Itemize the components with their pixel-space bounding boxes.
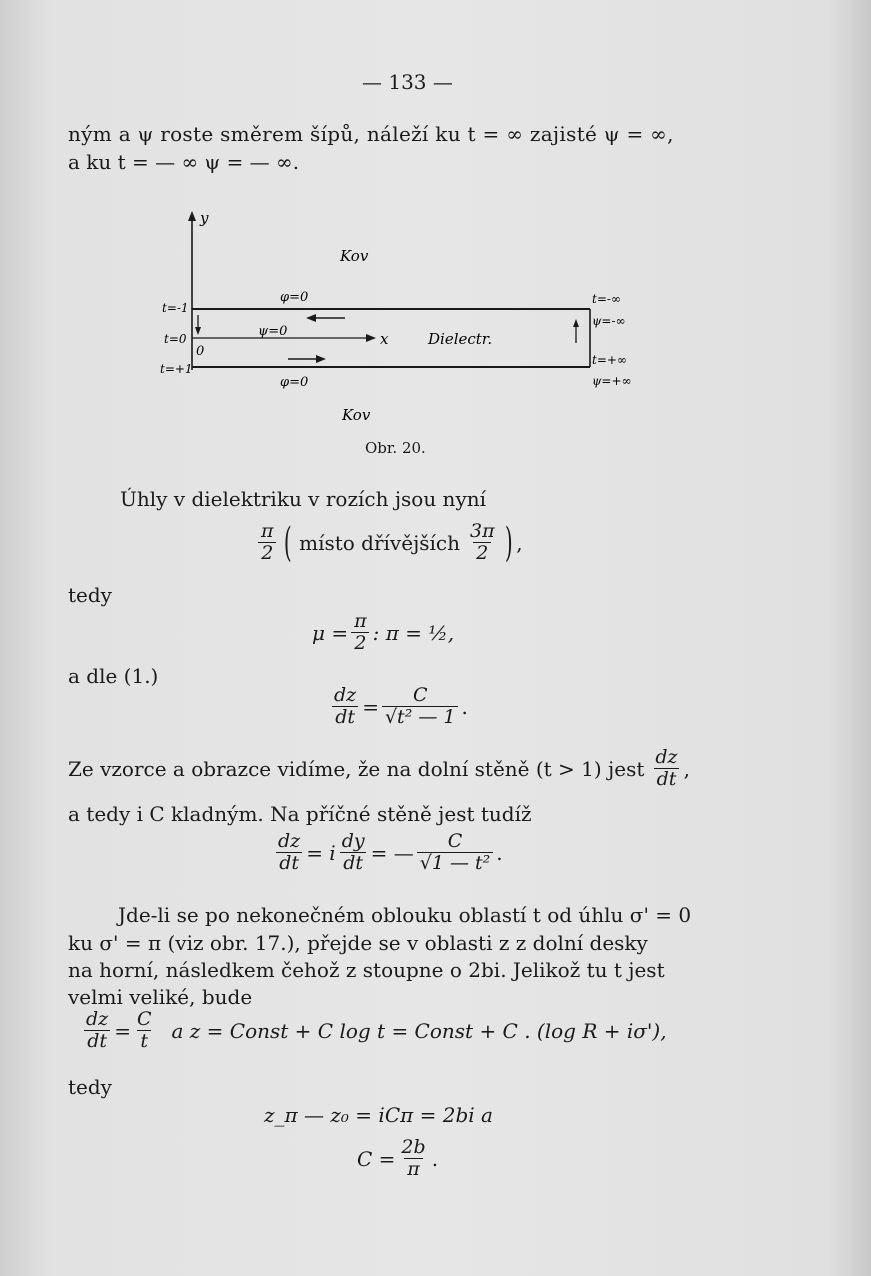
arrow-down-icon [195, 327, 201, 335]
tedy-2: tedy [68, 1075, 112, 1099]
equation-log: $\frac{dz}{dt}$ = $\frac{C}{t}$ a z = Const + C log t = Const + C . (log R + iσ'), [86, 1008, 667, 1052]
psi-mid-label: ψ=0 [258, 324, 288, 339]
tedy-1: tedy [68, 583, 112, 607]
intro-line-2: a ku t = — ∞ ψ = — ∞. [68, 150, 300, 174]
equation-c: C = $\frac{2b}{\pi}$ . [357, 1136, 439, 1180]
para-jde-line-2: ku σ' = π (viz obr. 17.), přejde se v oblasti z z dolní desky [68, 931, 648, 955]
kov-top-label: Kov [340, 247, 369, 265]
para-angles: Úhly v dielektriku v rozích jsou nyní [120, 487, 487, 511]
t-minus-1-label: t=-1 [162, 301, 189, 315]
para-jde-line-1: Jde-li se po nekonečném oblouku oblastí t od úhlu σ' = 0 [118, 903, 692, 927]
kov-bottom-label: Kov [342, 406, 371, 424]
dielectric-label: Dielectr. [428, 330, 493, 348]
phi-top-label: φ=0 [280, 290, 309, 305]
t-plus-inf-label: t=+∞ [592, 353, 627, 367]
equation-dy: $\frac{dz}{dt}$ = i $\frac{dy}{dt}$ = — $\frac{C}{\text{√1 — t²}}$ . [278, 830, 503, 874]
axis-x-label: x [380, 330, 389, 348]
origin-label: 0 [196, 344, 205, 359]
para-ze-line-1: Ze vzorce a obrazce vidíme, že na dolní stěně (t > 1) jest $\frac{dz}{dt}$ , [68, 746, 690, 790]
angles-text: místo dřívějších [299, 530, 461, 555]
paren-open: ( [283, 519, 292, 566]
psi-plus-inf-label: ψ=+∞ [592, 374, 632, 388]
equation-zpi: z_π — z₀ = iCπ = 2bi a [264, 1103, 493, 1127]
t-plus-1-label: t=+1 [160, 362, 193, 376]
y-arrow-icon [188, 211, 196, 221]
phi-bottom-label: φ=0 [280, 375, 309, 390]
frac-pi-2: $\frac{\pi}{2}$ [351, 612, 370, 654]
arrow-left-icon [306, 314, 316, 322]
t-minus-inf-label: t=-∞ [592, 292, 621, 306]
arrow-up-icon [573, 319, 579, 327]
t-zero-label: t=0 [164, 332, 187, 346]
equation-angles: $\frac{\pi}{2}$ ( místo dřívějších $\frac{3\pi}{2}$ ) , [255, 522, 523, 564]
para-ze-line-2: a tedy i C kladným. Na příčné stěně jest tudíž [68, 802, 532, 826]
a-dle: a dle (1.) [68, 664, 159, 688]
equation-mu: μ = $\frac{\pi}{2}$ : π = ½, [312, 610, 455, 654]
frac-three-pi-half: $\frac{3\pi}{2}$ [470, 520, 495, 564]
figure-dielectric-diagram [150, 205, 670, 435]
page-number: — 133 — [362, 70, 453, 94]
para-jde-line-3: na horní, následkem čehož z stoupne o 2bi. Jelikož tu t jest [68, 958, 665, 982]
arrow-right-icon [316, 355, 326, 363]
figure-caption: Obr. 20. [365, 439, 426, 457]
frac-pi-half: $\frac{\pi}{2}$ [258, 522, 277, 564]
axis-y-label: y [200, 209, 209, 227]
psi-minus-inf-label: ψ=-∞ [592, 314, 626, 328]
intro-line-1: ným a ψ roste směrem šípů, náleží ku t = ∞ zajisté ψ = ∞, [68, 122, 674, 146]
equation-dzdt: $\frac{dz}{dt}$ = $\frac{C}{\text{√t² — 1}}$ . [334, 684, 468, 728]
para-jde-line-4: velmi veliké, bude [68, 985, 253, 1009]
paren-close: ) [504, 519, 513, 566]
x-arrow-icon [366, 334, 376, 342]
